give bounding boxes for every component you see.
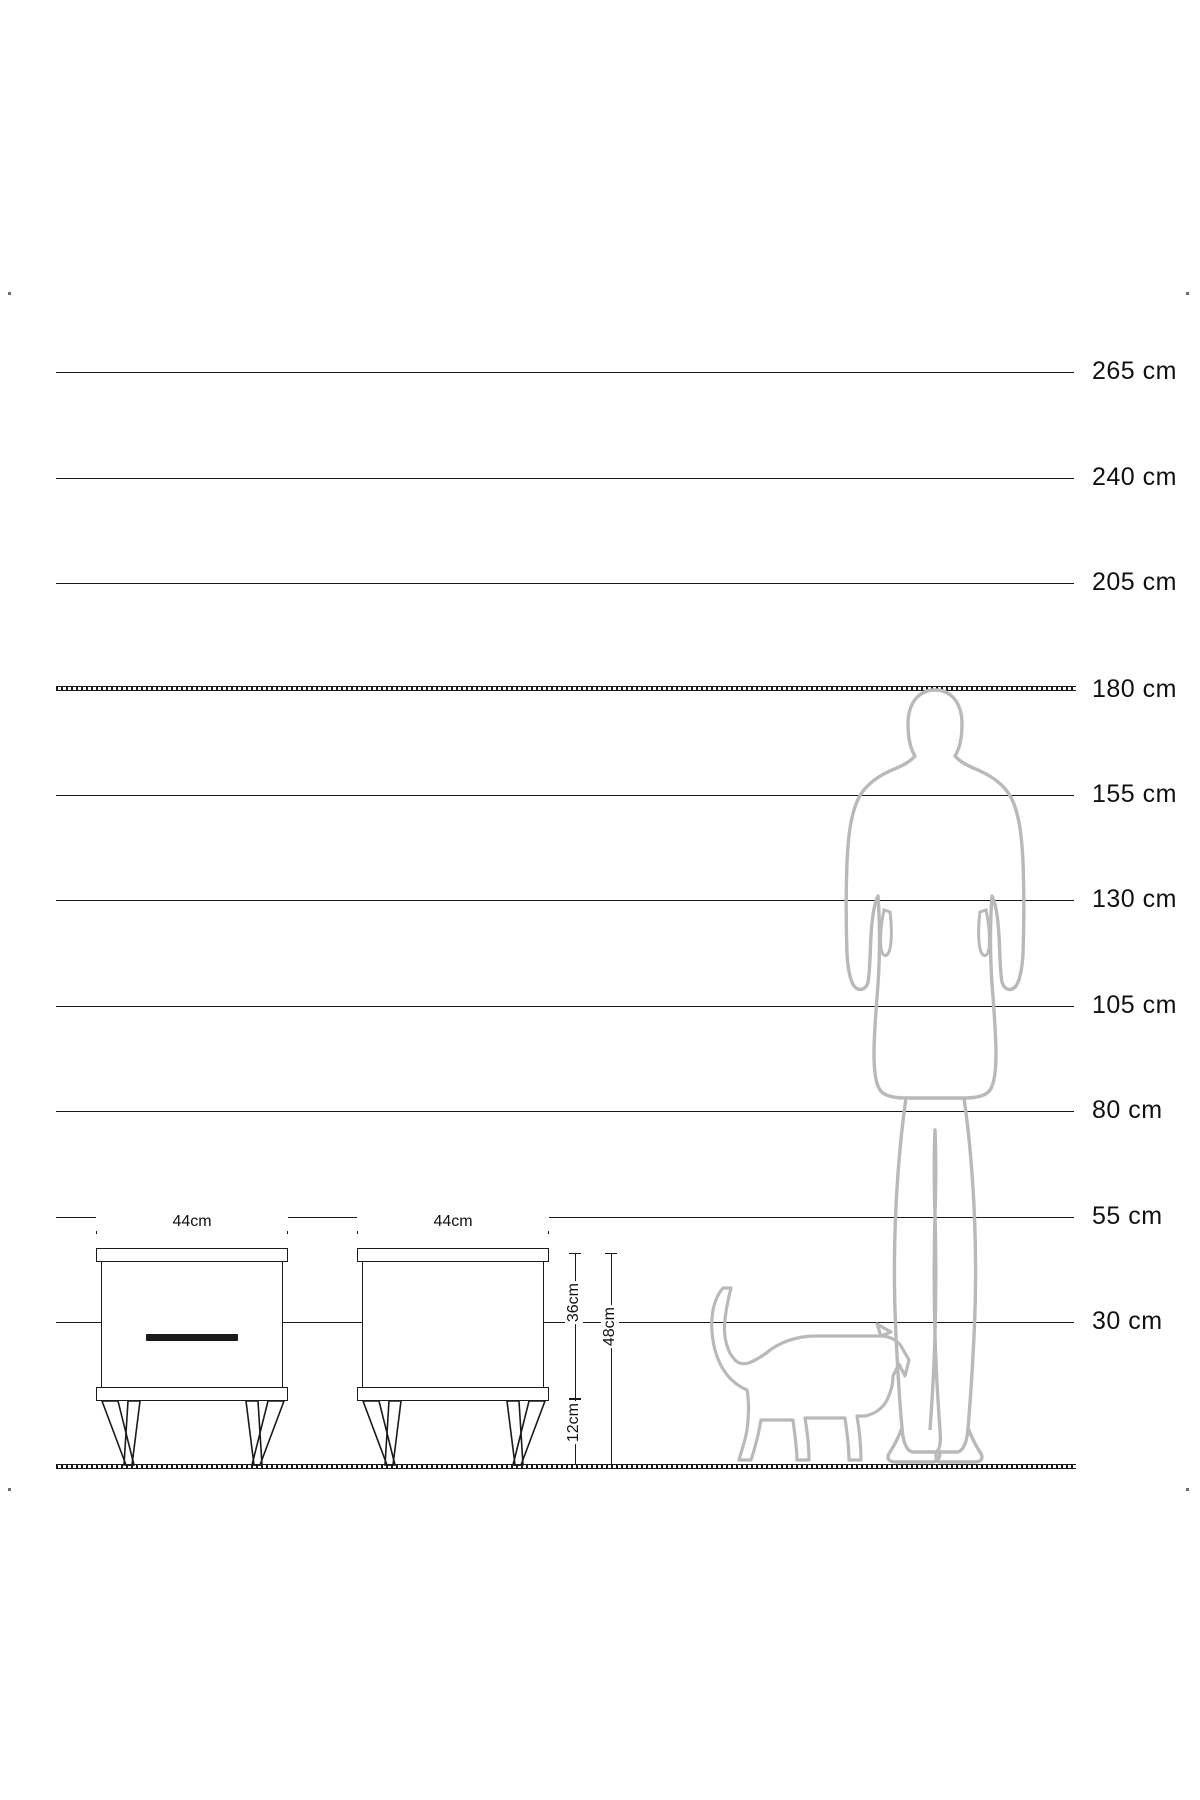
axis-label-55: 55 cm	[1092, 1202, 1163, 1230]
dimension-width-right-label: 44cm	[357, 1213, 549, 1231]
dimension-body-height	[565, 1253, 582, 1399]
axis-label-240: 240 cm	[1092, 463, 1177, 491]
cabinet-right-legs	[357, 1399, 551, 1467]
drawer-handle	[146, 1334, 238, 1341]
dimension-total-height	[601, 1253, 618, 1465]
axis-label-180: 180 cm	[1092, 675, 1177, 703]
dimension-total-height-label: 48cm	[601, 1307, 618, 1347]
gridline-265	[56, 372, 1074, 373]
axis-label-130: 130 cm	[1092, 885, 1177, 913]
gridline-205	[56, 583, 1074, 584]
dimension-body-height-label: 36cm	[565, 1283, 582, 1323]
cabinet-left-legs	[96, 1399, 290, 1467]
gridline-240	[56, 478, 1074, 479]
dimension-width-left-label: 44cm	[96, 1213, 288, 1231]
dimension-leg-height-label: 12cm	[565, 1403, 582, 1443]
dimension-width-right	[357, 1213, 549, 1234]
axis-label-80: 80 cm	[1092, 1096, 1163, 1124]
axis-label-155: 155 cm	[1092, 780, 1177, 808]
corner-dot	[8, 1488, 11, 1491]
axis-label-265: 265 cm	[1092, 357, 1177, 385]
axis-label-105: 105 cm	[1092, 991, 1177, 1019]
axis-label-205: 205 cm	[1092, 568, 1177, 596]
corner-dot	[1186, 292, 1189, 295]
dimension-width-left	[96, 1213, 288, 1234]
dimension-leg-height	[565, 1399, 582, 1465]
axis-label-30: 30 cm	[1092, 1307, 1163, 1335]
person-silhouette	[840, 686, 1030, 1468]
corner-dot	[1186, 1488, 1189, 1491]
corner-dot	[8, 292, 11, 295]
